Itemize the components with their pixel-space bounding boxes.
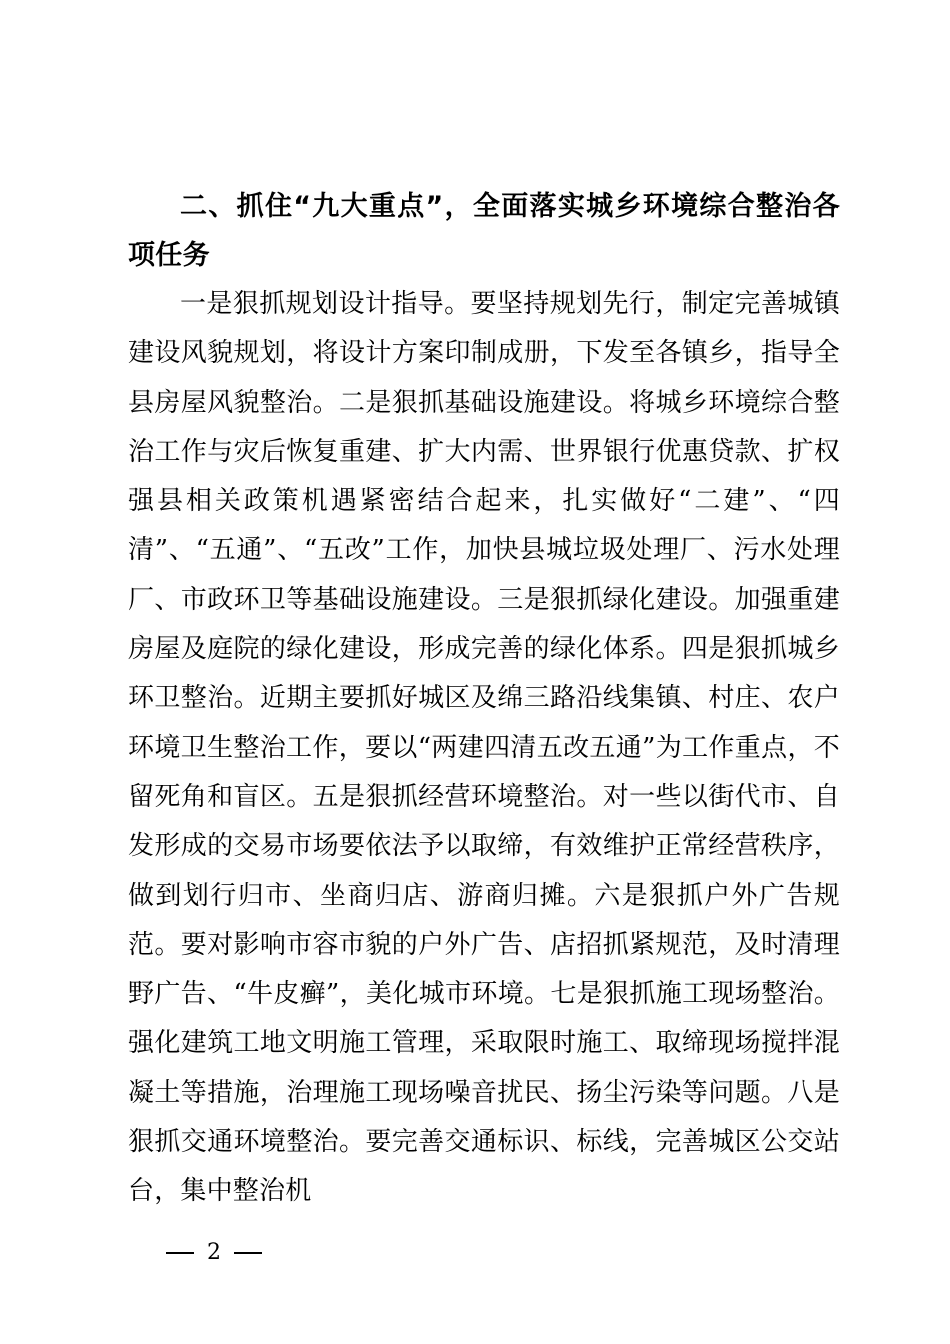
section-heading: 二、抓住“九大重点”，全面落实城乡环境综合整治各项任务 xyxy=(128,191,840,271)
page-number-right-dash xyxy=(234,1252,262,1254)
page-number: 2 xyxy=(207,1240,221,1265)
body-paragraph: 一是狠抓规划设计指导。要坚持规划先行，制定完善城镇建设风貌规划，将设计方案印制成册，下发至各镇乡，指导全县房屋风貌整治。二是狠抓基础设施建设。将城乡环境综合整治工作与灾后恢复重建、扩大内需、世界银行优惠贷款、扩权强县相关政策机遇紧密结合起来，扎实做好“二建”、“四清”、“五通”、“五改”工作，加快县城垃圾处理厂、污水处理厂、市政环卫等基础设施建设。三是狠抓绿化建设。加强重建房屋及庭院的绿化建设，形成完善的绿化体系。四是狠抓城乡环卫整治。近期主要抓好城区及绵三路沿线集镇、村庄、农户环境卫生整治工作，要以“两建四清五改五通”为工作重点，不留死角和盲区。五是狠抓经营环境整治。对一些以街代市、自发形成的交易市场要依法予以取缔，有效维护正常经营秩序，做到划行归市、坐商归店、游商归摊。六是狠抓户外广告规范。要对影响市容市貌的户外广告、店招抓紧规范，及时清理野广告、“牛皮癣”，美化城市环境。七是狠抓施工现场整治。强化建筑工地文明施工管理，采取限时施工、取缔现场搅拌混凝土等措施，治理施工现场噪音扰民、扬尘污染等问题。八是狠抓交通环境整治。要完善交通标识、标线，完善城区公交站台，集中整治机 xyxy=(128,289,840,1207)
page-number-left-dash xyxy=(166,1252,194,1254)
page-footer xyxy=(160,1238,268,1268)
